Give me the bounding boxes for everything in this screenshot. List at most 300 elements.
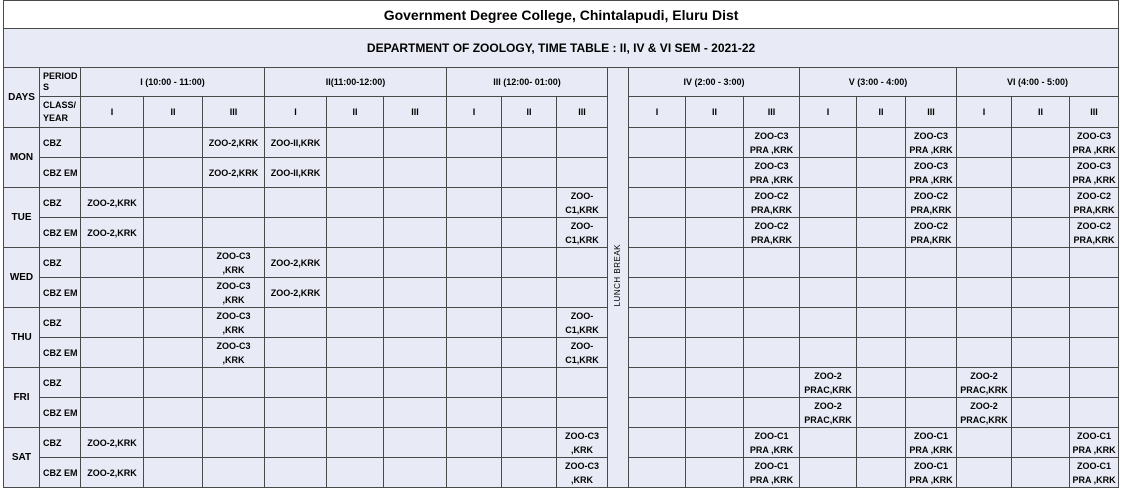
schedule-entry: ZOO-C2 PRA,KRK: [1073, 220, 1115, 245]
schedule-cell: [906, 218, 957, 248]
table-row: [4, 338, 1119, 368]
schedule-cell: [800, 248, 857, 278]
schedule-cell: [1012, 458, 1070, 488]
class-label: CBZ: [40, 428, 81, 458]
class-label: CBZ EM: [40, 338, 81, 368]
schedule-cell: [203, 308, 265, 338]
schedule-entry: ZOO-C1 PRA ,KRK: [909, 460, 953, 485]
schedule-entry: ZOO-C3 ,KRK: [564, 430, 599, 455]
schedule-cell: [744, 308, 800, 338]
schedule-cell: [1070, 398, 1119, 428]
schedule-cell: [81, 458, 144, 488]
schedule-entry: ZOO-C2 PRA,KRK: [910, 190, 952, 215]
table-row: [4, 158, 1119, 188]
schedule-cell: [327, 428, 384, 458]
year-subheader: I: [629, 97, 686, 128]
schedule-cell: [203, 158, 265, 188]
schedule-cell: [1070, 458, 1119, 488]
year-subheader: II: [144, 97, 203, 128]
schedule-cell: [629, 188, 686, 218]
schedule-entry: ZOO-C3 ,KRK: [216, 310, 251, 335]
schedule-entry: ZOO-C2 PRA,KRK: [910, 220, 952, 245]
schedule-cell: [447, 368, 502, 398]
schedule-entry: ZOO-C3 PRA ,KRK: [749, 130, 794, 155]
year-subheader: III: [384, 97, 447, 128]
schedule-cell: [144, 368, 203, 398]
schedule-cell: [744, 158, 800, 188]
schedule-cell: [144, 458, 203, 488]
schedule-cell: [957, 308, 1012, 338]
schedule-cell: [857, 128, 906, 158]
schedule-cell: [447, 218, 502, 248]
schedule-cell: [502, 278, 557, 308]
schedule-cell: [800, 398, 857, 428]
schedule-cell: [800, 128, 857, 158]
schedule-cell: [1012, 188, 1070, 218]
schedule-entry: ZOO-C3 PRA ,KRK: [1072, 130, 1116, 155]
schedule-cell: [744, 188, 800, 218]
day-label: FRI: [4, 368, 40, 428]
schedule-cell: [906, 188, 957, 218]
class-year-header: CLASS/ YEAR: [40, 97, 81, 128]
schedule-cell: [800, 428, 857, 458]
period-header: V (3:00 - 4:00): [800, 68, 957, 97]
schedule-entry: ZOO-2,KRK: [87, 467, 137, 478]
schedule-cell: [502, 158, 557, 188]
schedule-cell: [957, 248, 1012, 278]
schedule-cell: [81, 428, 144, 458]
schedule-cell: [744, 128, 800, 158]
schedule-cell: [265, 128, 327, 158]
schedule-cell: [384, 428, 447, 458]
schedule-cell: [557, 428, 608, 458]
schedule-cell: [629, 428, 686, 458]
schedule-entry: ZOO-C3 PRA ,KRK: [909, 160, 953, 185]
schedule-cell: [1070, 308, 1119, 338]
schedule-entry: ZOO-2,KRK: [87, 197, 137, 208]
class-label: CBZ: [40, 248, 81, 278]
schedule-cell: [557, 338, 608, 368]
day-label: SAT: [4, 428, 40, 488]
year-subheader: III: [906, 97, 957, 128]
day-label: WED: [4, 248, 40, 308]
year-subheader: I: [957, 97, 1012, 128]
schedule-cell: [744, 458, 800, 488]
schedule-cell: [744, 338, 800, 368]
schedule-cell: [957, 338, 1012, 368]
schedule-cell: [957, 428, 1012, 458]
schedule-cell: [857, 368, 906, 398]
table-row: [4, 188, 1119, 218]
schedule-cell: [629, 368, 686, 398]
schedule-cell: [203, 458, 265, 488]
year-subheader: III: [1070, 97, 1119, 128]
schedule-cell: [1012, 428, 1070, 458]
schedule-cell: [447, 458, 502, 488]
schedule-cell: [957, 368, 1012, 398]
schedule-cell: [800, 188, 857, 218]
schedule-cell: [557, 398, 608, 428]
schedule-cell: [81, 398, 144, 428]
day-label: THU: [4, 308, 40, 368]
schedule-entry: ZOO-2 PRAC,KRK: [960, 400, 1008, 425]
schedule-entry: ZOO-2,KRK: [87, 227, 137, 238]
schedule-cell: [1012, 278, 1070, 308]
schedule-cell: [686, 308, 744, 338]
schedule-cell: [686, 338, 744, 368]
schedule-cell: [384, 368, 447, 398]
schedule-cell: [629, 218, 686, 248]
schedule-entry: ZOO-C1 PRA ,KRK: [749, 430, 794, 455]
schedule-cell: [384, 398, 447, 428]
schedule-cell: [686, 128, 744, 158]
schedule-entry: ZOO-C2 PRA,KRK: [750, 220, 792, 245]
schedule-entry: ZOO-C3 PRA ,KRK: [1072, 160, 1116, 185]
schedule-cell: [857, 398, 906, 428]
schedule-cell: [957, 218, 1012, 248]
schedule-cell: [203, 188, 265, 218]
schedule-cell: [502, 188, 557, 218]
year-subheader: II: [857, 97, 906, 128]
schedule-cell: [144, 308, 203, 338]
schedule-entry: ZOO-C2 PRA,KRK: [1073, 190, 1115, 215]
schedule-cell: [327, 338, 384, 368]
schedule-cell: [800, 218, 857, 248]
schedule-cell: [81, 128, 144, 158]
schedule-cell: [502, 368, 557, 398]
schedule-cell: [265, 158, 327, 188]
schedule-cell: [502, 308, 557, 338]
schedule-cell: [629, 248, 686, 278]
schedule-cell: [857, 428, 906, 458]
schedule-entry: ZOO-C3 PRA ,KRK: [909, 130, 953, 155]
schedule-entry: ZOO-2,KRK: [270, 287, 321, 298]
schedule-cell: [1070, 188, 1119, 218]
schedule-cell: [906, 308, 957, 338]
class-label: CBZ: [40, 368, 81, 398]
lunch-break-label: LUNCH BREAK: [613, 244, 622, 307]
schedule-cell: [203, 398, 265, 428]
schedule-cell: [1012, 248, 1070, 278]
schedule-cell: [1012, 218, 1070, 248]
schedule-cell: [1070, 278, 1119, 308]
schedule-cell: [744, 278, 800, 308]
schedule-cell: [557, 188, 608, 218]
year-subheader: II: [1012, 97, 1070, 128]
schedule-cell: [265, 248, 327, 278]
schedule-cell: [81, 278, 144, 308]
schedule-cell: [906, 278, 957, 308]
schedule-entry: ZOO-2 PRAC,KRK: [804, 370, 852, 395]
schedule-cell: [800, 158, 857, 188]
schedule-cell: [744, 218, 800, 248]
schedule-cell: [384, 338, 447, 368]
schedule-cell: [384, 218, 447, 248]
schedule-cell: [447, 398, 502, 428]
schedule-cell: [957, 158, 1012, 188]
class-label: CBZ EM: [40, 158, 81, 188]
timetable: [3, 0, 1119, 488]
schedule-cell: [686, 458, 744, 488]
class-label: CBZ: [40, 128, 81, 158]
page-title: Government Degree College, Chintalapudi, Eluru Dist: [4, 1, 1119, 29]
schedule-cell: [957, 188, 1012, 218]
schedule-cell: [629, 398, 686, 428]
schedule-entry: ZOO-2 PRAC,KRK: [960, 370, 1008, 395]
schedule-cell: [502, 248, 557, 278]
schedule-cell: [327, 158, 384, 188]
schedule-entry: ZOO-C1 PRA ,KRK: [749, 460, 794, 485]
schedule-cell: [81, 158, 144, 188]
schedule-cell: [81, 368, 144, 398]
schedule-cell: [384, 128, 447, 158]
day-label: MON: [4, 128, 40, 188]
schedule-cell: [144, 128, 203, 158]
period-header: II(11:00-12:00): [265, 68, 447, 97]
schedule-cell: [557, 248, 608, 278]
year-subheader: I: [81, 97, 144, 128]
schedule-cell: [1070, 368, 1119, 398]
schedule-cell: [81, 248, 144, 278]
schedule-cell: [744, 248, 800, 278]
table-row: [4, 458, 1119, 488]
schedule-cell: [800, 308, 857, 338]
schedule-entry: ZOO-2,KRK: [87, 437, 137, 448]
schedule-cell: [1070, 248, 1119, 278]
schedule-cell: [906, 338, 957, 368]
schedule-cell: [81, 338, 144, 368]
schedule-cell: [384, 308, 447, 338]
table-row: [4, 428, 1119, 458]
schedule-cell: [686, 398, 744, 428]
schedule-cell: [1012, 368, 1070, 398]
schedule-cell: [203, 368, 265, 398]
schedule-cell: [327, 248, 384, 278]
table-row: [4, 398, 1119, 428]
schedule-cell: [906, 158, 957, 188]
schedule-entry: ZOO-C3 ,KRK: [216, 340, 251, 365]
table-row: [4, 308, 1119, 338]
days-header: DAYS: [4, 68, 40, 128]
schedule-cell: [447, 428, 502, 458]
schedule-cell: [857, 338, 906, 368]
schedule-entry: ZOO-C2 PRA,KRK: [750, 190, 792, 215]
schedule-entry: ZOO- C1,KRK: [565, 310, 599, 335]
schedule-cell: [906, 128, 957, 158]
schedule-cell: [144, 218, 203, 248]
schedule-cell: [81, 188, 144, 218]
schedule-cell: [957, 278, 1012, 308]
schedule-cell: [800, 458, 857, 488]
schedule-cell: [144, 398, 203, 428]
schedule-cell: [629, 128, 686, 158]
schedule-cell: [686, 158, 744, 188]
schedule-cell: [857, 158, 906, 188]
schedule-cell: [384, 278, 447, 308]
schedule-cell: [447, 188, 502, 218]
schedule-cell: [744, 428, 800, 458]
schedule-cell: [629, 158, 686, 188]
year-subheader: III: [203, 97, 265, 128]
schedule-cell: [327, 128, 384, 158]
schedule-cell: [502, 458, 557, 488]
year-subheader: I: [265, 97, 327, 128]
class-label: CBZ EM: [40, 458, 81, 488]
year-subheader: I: [800, 97, 857, 128]
schedule-cell: [265, 218, 327, 248]
schedule-cell: [447, 308, 502, 338]
schedule-cell: [265, 308, 327, 338]
schedule-cell: [557, 458, 608, 488]
schedule-cell: [857, 308, 906, 338]
class-label: CBZ: [40, 188, 81, 218]
schedule-cell: [447, 278, 502, 308]
schedule-cell: [502, 338, 557, 368]
schedule-cell: [265, 458, 327, 488]
schedule-cell: [447, 158, 502, 188]
schedule-cell: [203, 128, 265, 158]
schedule-cell: [629, 308, 686, 338]
schedule-cell: [1012, 308, 1070, 338]
schedule-cell: [1070, 158, 1119, 188]
schedule-entry: ZOO-C1 PRA ,KRK: [1072, 460, 1116, 485]
schedule-cell: [906, 458, 957, 488]
schedule-cell: [857, 458, 906, 488]
schedule-cell: [906, 368, 957, 398]
schedule-cell: [557, 308, 608, 338]
schedule-cell: [144, 158, 203, 188]
year-subheader: II: [502, 97, 557, 128]
schedule-cell: [502, 428, 557, 458]
schedule-cell: [265, 398, 327, 428]
schedule-cell: [203, 428, 265, 458]
class-label: CBZ EM: [40, 218, 81, 248]
class-label: CBZ EM: [40, 278, 81, 308]
period-header: IV (2:00 - 3:00): [629, 68, 800, 97]
schedule-entry: ZOO- C1,KRK: [565, 340, 599, 365]
schedule-entry: ZOO-C3 ,KRK: [564, 460, 599, 485]
schedule-cell: [857, 248, 906, 278]
schedule-cell: [1070, 338, 1119, 368]
schedule-cell: [502, 128, 557, 158]
schedule-cell: [327, 218, 384, 248]
schedule-cell: [906, 428, 957, 458]
schedule-cell: [327, 458, 384, 488]
schedule-cell: [203, 278, 265, 308]
schedule-cell: [81, 308, 144, 338]
schedule-cell: [557, 128, 608, 158]
schedule-cell: [1012, 158, 1070, 188]
schedule-entry: ZOO-2,KRK: [208, 137, 259, 148]
schedule-cell: [800, 278, 857, 308]
schedule-cell: [1070, 218, 1119, 248]
schedule-cell: [144, 338, 203, 368]
schedule-cell: [447, 128, 502, 158]
schedule-cell: [447, 338, 502, 368]
table-row: [4, 278, 1119, 308]
lunch-break-column: [608, 68, 629, 488]
schedule-cell: [800, 338, 857, 368]
schedule-entry: ZOO-C1 PRA ,KRK: [909, 430, 953, 455]
schedule-cell: [957, 458, 1012, 488]
schedule-cell: [686, 218, 744, 248]
schedule-cell: [502, 398, 557, 428]
schedule-cell: [686, 248, 744, 278]
schedule-cell: [327, 398, 384, 428]
schedule-entry: ZOO-C3 ,KRK: [216, 250, 251, 275]
schedule-cell: [744, 398, 800, 428]
schedule-cell: [957, 128, 1012, 158]
year-subheader: I: [447, 97, 502, 128]
schedule-entry: ZOO-II,KRK: [270, 167, 321, 178]
schedule-cell: [327, 188, 384, 218]
schedule-cell: [957, 398, 1012, 428]
schedule-cell: [502, 218, 557, 248]
schedule-cell: [906, 398, 957, 428]
schedule-cell: [557, 158, 608, 188]
schedule-entry: ZOO-C3 PRA ,KRK: [749, 160, 794, 185]
schedule-cell: [686, 368, 744, 398]
schedule-cell: [265, 428, 327, 458]
schedule-cell: [203, 248, 265, 278]
schedule-cell: [1012, 338, 1070, 368]
schedule-cell: [144, 278, 203, 308]
schedule-cell: [857, 278, 906, 308]
table-row: [4, 248, 1119, 278]
schedule-entry: ZOO- C1,KRK: [565, 190, 599, 215]
schedule-cell: [384, 458, 447, 488]
class-label: CBZ EM: [40, 398, 81, 428]
schedule-cell: [1070, 128, 1119, 158]
schedule-cell: [144, 428, 203, 458]
schedule-cell: [384, 158, 447, 188]
schedule-cell: [1012, 128, 1070, 158]
table-row: [4, 368, 1119, 398]
schedule-cell: [744, 368, 800, 398]
schedule-cell: [144, 248, 203, 278]
schedule-cell: [81, 218, 144, 248]
schedule-cell: [557, 218, 608, 248]
period-header: III (12:00- 01:00): [447, 68, 608, 97]
table-row: [4, 218, 1119, 248]
schedule-cell: [265, 278, 327, 308]
schedule-cell: [265, 338, 327, 368]
schedule-entry: ZOO-2,KRK: [270, 257, 321, 268]
schedule-cell: [800, 368, 857, 398]
schedule-cell: [327, 308, 384, 338]
schedule-cell: [327, 278, 384, 308]
schedule-cell: [857, 188, 906, 218]
schedule-cell: [265, 188, 327, 218]
year-subheader: II: [327, 97, 384, 128]
schedule-cell: [203, 218, 265, 248]
schedule-entry: ZOO- C1,KRK: [565, 220, 599, 245]
schedule-cell: [1070, 428, 1119, 458]
schedule-entry: ZOO-C3 ,KRK: [216, 280, 251, 305]
schedule-cell: [384, 248, 447, 278]
day-label: TUE: [4, 188, 40, 248]
schedule-cell: [686, 428, 744, 458]
schedule-cell: [629, 458, 686, 488]
schedule-cell: [557, 278, 608, 308]
year-subheader: II: [686, 97, 744, 128]
schedule-cell: [629, 278, 686, 308]
class-label: CBZ: [40, 308, 81, 338]
period-header: VI (4:00 - 5:00): [957, 68, 1119, 97]
schedule-cell: [384, 188, 447, 218]
page-subtitle: DEPARTMENT OF ZOOLOGY, TIME TABLE : II, IV & VI SEM - 2021-22: [4, 29, 1119, 68]
schedule-cell: [144, 188, 203, 218]
